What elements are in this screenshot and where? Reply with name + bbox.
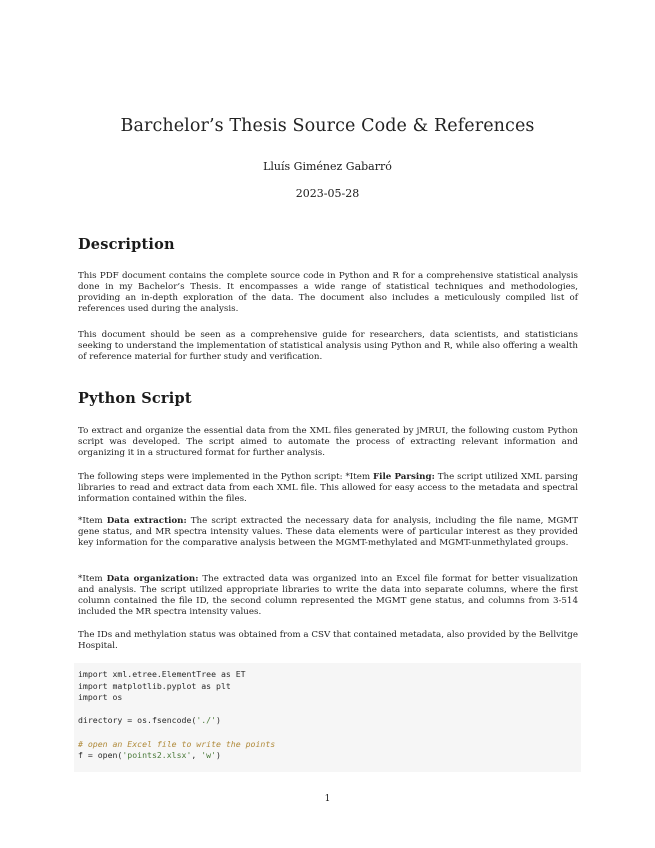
p3-bold: Data extraction: (106, 516, 187, 526)
code-line-4: directory = os.fsencode('./') (78, 715, 221, 726)
description-paragraph-1: This PDF document contains the complete source code in Python and R for a comprehensive statistical analysis done in my Bachelor’s Thesis. It encompasses a wide range of statistical techniques and methodologies, providing an in-depth exploration of the data. The document also includes a meticulously compiled list of references used during the analysis. (78, 271, 578, 314)
python-paragraph-3 (78, 516, 578, 549)
date: 2023-05-28 (295, 187, 360, 200)
page-number: 1 (324, 794, 331, 804)
p4-text: *Item (78, 574, 107, 584)
python-paragraph-2 (78, 472, 578, 505)
p2-text-rest: The script utilized XML parsing libraries to read and extract data from each XML file. This allowed for easy access to the metadata and spectral information contained within the files. (78, 472, 578, 504)
p4-text-rest: The extracted data was organized into an Excel file format for better visualization and analysis. The script utilized appropriate libraries to write the data into separate columns, where the first column contained the file ID, the second column represented the MGMT gene status, and columns from 3-514 included the MR spectra intensity values. (78, 574, 578, 617)
python-paragraph-4 (78, 574, 578, 618)
code-comment: # open an Excel file to write the points (78, 738, 276, 749)
p4-bold: Data organization: (106, 574, 199, 584)
p2-text: The following steps were implemented in the Python script: *Item (78, 472, 374, 482)
python-paragraph-5: The IDs and methylation status was obtained from a CSV that contained metadata, also provided by the Bellvitge Hospital. (78, 630, 578, 651)
code-line-1: import xml.etree.ElementTree as ET (78, 669, 246, 679)
description-paragraph-2: This document should be seen as a comprehensive guide for researchers, data scientists, and statisticians seeking to understand the implementation of statistical analysis using Python and R, while also offering a wealth of reference material for further study and verification. (78, 330, 578, 362)
python-paragraph-1: To extract and organize the essential data from the XML files generated by jMRUI, the following custom Python script was developed. The script aimed to automate the process of extracting relevant information and organizing it in a structured format for further analysis. (78, 426, 578, 458)
p3-text-rest: The script extracted the necessary data for analysis, including the file name, MGMT gene status, and MR spectra intensity values. These data elements were of particular interest as they provided key information for the comparative analysis between the MGMT-methylated and MGMT-unmethylated groups. (78, 516, 578, 548)
p2-bold: File Parsing: (373, 472, 435, 482)
code-block (74, 663, 581, 772)
section-heading-python: Python Script (78, 390, 192, 407)
code-line-6: f = open('points2.xlsx', 'w') (78, 750, 221, 761)
code-line-2: import matplotlib.pyplot as plt (78, 680, 231, 691)
author: Lluís Giménez Gabarró (263, 160, 392, 173)
p3-text: *Item (78, 516, 107, 526)
document-title: Barchelor’s Thesis Source Code & References (120, 116, 535, 136)
code-line-3: import os (78, 692, 123, 703)
section-heading-description: Description (78, 236, 175, 253)
